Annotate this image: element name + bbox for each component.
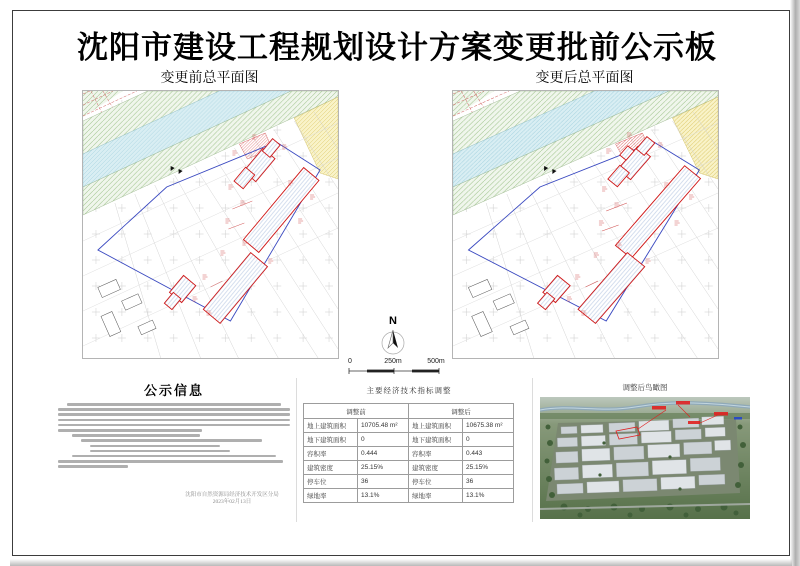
- indicator-row: [304, 419, 514, 433]
- indicator-value-cell: 0.443: [463, 447, 514, 461]
- scale-bar: [348, 358, 445, 376]
- indicator-label-cell: 地上建筑面积: [409, 419, 463, 433]
- indicator-value-cell: 0: [463, 433, 514, 447]
- page-edge-bottom: [10, 559, 792, 566]
- indicators-body: [304, 419, 514, 503]
- aerial-view-title: 调整后鸟瞰图: [622, 383, 668, 392]
- scale-end-label: 500m: [427, 358, 445, 365]
- indicator-value-cell: 0.444: [358, 447, 409, 461]
- col-before-header: 调整前: [304, 404, 409, 419]
- indicator-value-cell: 36: [463, 475, 514, 489]
- page-title: 沈阳市建设工程规划设计方案变更批前公示板: [77, 30, 717, 65]
- site-plan-before-map: [82, 90, 339, 359]
- north-label: N: [389, 315, 397, 327]
- indicator-value-cell: 10675.38 m²: [463, 419, 514, 433]
- issue-date: 2023年02月13日: [212, 499, 252, 505]
- aerial-photo: [540, 397, 750, 519]
- compass-icon: [377, 327, 409, 357]
- indicator-label-cell: 停车位: [409, 475, 463, 489]
- indicator-value-cell: 25.15%: [358, 461, 409, 475]
- indicator-label-cell: 地下建筑面积: [304, 433, 358, 447]
- indicator-row: [304, 475, 514, 489]
- indicators-table: [303, 403, 514, 503]
- indicator-row: [304, 489, 514, 503]
- indicator-label-cell: 绿地率: [409, 489, 463, 503]
- indicator-label-cell: 建筑密度: [304, 461, 358, 475]
- indicator-row: [304, 461, 514, 475]
- col-after-header: 调整后: [409, 404, 514, 419]
- indicator-row: [304, 433, 514, 447]
- site-plan-after-panel: [452, 70, 717, 359]
- page-edge-right: [790, 0, 800, 566]
- site-plan-after-map: [452, 90, 719, 359]
- site-plan-before-title: 变更前总平面图: [160, 71, 259, 86]
- indicator-label-cell: 地上建筑面积: [304, 419, 358, 433]
- scale-bar-graphic: [348, 367, 440, 375]
- notice-title: 公示信息: [143, 383, 204, 398]
- scale-zero-label: 0: [348, 358, 352, 365]
- indicator-label-cell: 建筑密度: [409, 461, 463, 475]
- indicator-label-cell: 停车位: [304, 475, 358, 489]
- indicator-label-cell: 绿地率: [304, 489, 358, 503]
- indicator-value-cell: 10705.48 m²: [358, 419, 409, 433]
- indicators-header-row: [304, 404, 514, 419]
- divider-left: [296, 378, 297, 522]
- north-arrow: [377, 316, 409, 362]
- indicator-label-cell: 容积率: [304, 447, 358, 461]
- site-plan-after-title: 变更后总平面图: [535, 71, 634, 86]
- aerial-view-section: [540, 382, 750, 519]
- public-notice-section: [58, 380, 290, 520]
- indicator-value-cell: 13.1%: [463, 489, 514, 503]
- notice-paragraph-greeked: [58, 403, 290, 468]
- scale-mid-label: 250m: [384, 358, 402, 365]
- indicator-value-cell: 36: [358, 475, 409, 489]
- indicator-value-cell: 25.15%: [463, 461, 514, 475]
- issuer-name: 沈阳市自然资源局经济技术开发区分局: [185, 492, 279, 498]
- indicators-section: [303, 385, 515, 503]
- indicator-label-cell: 地下建筑面积: [409, 433, 463, 447]
- issuer-stamp: [176, 492, 288, 506]
- indicators-title: 主要经济技术指标调整: [366, 386, 452, 395]
- site-plan-before-panel: [82, 70, 337, 359]
- divider-right: [532, 378, 533, 522]
- indicator-value-cell: 0: [358, 433, 409, 447]
- indicator-label-cell: 容积率: [409, 447, 463, 461]
- indicator-value-cell: 13.1%: [358, 489, 409, 503]
- indicator-row: [304, 447, 514, 461]
